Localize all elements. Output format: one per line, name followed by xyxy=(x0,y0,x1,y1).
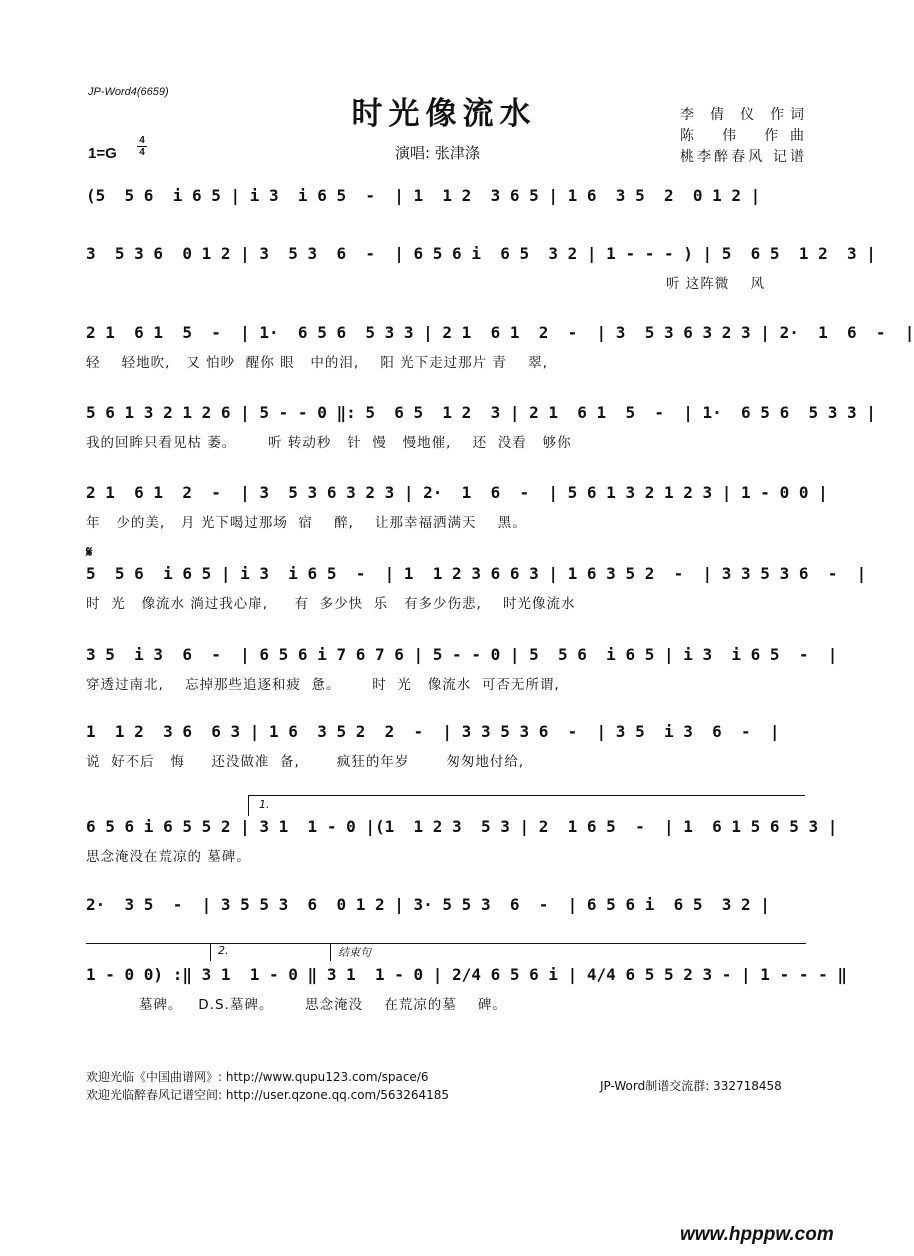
lyrics-line: 思念淹没在荒凉的 墓碑。 xyxy=(86,849,251,865)
footer-link-qzone[interactable]: 欢迎光临醉春风记谱空间: http://user.qzone.qq.com/563264185 xyxy=(86,1088,450,1102)
first-ending-bracket xyxy=(248,795,805,816)
ending-line xyxy=(86,943,806,944)
notes-line: 1 1 2 3 6 6 3 | 1 6 3 5 2 2 - | 3 3 5 3 6 - | 3 5 i 3 6 - | xyxy=(86,722,780,741)
coda-ending-tick xyxy=(330,943,331,961)
key-signature xyxy=(88,135,145,162)
lyrics-line: 说 好不后 悔 还没做准 备, 疯狂的年岁 匆匆地付给, xyxy=(86,754,525,770)
notes-line: (5 5 6 i 6 5 | i 3 i 6 5 - | 1 1 2 3 6 5 | 1 6 3 5 2 0 1 2 | xyxy=(86,186,761,205)
credits-block xyxy=(680,105,804,168)
singer-credit: 演唱: 张津涤 xyxy=(395,144,480,162)
first-ending-label: 1. xyxy=(259,798,270,811)
footer-links xyxy=(86,1068,449,1104)
notes-line: 5 6 1 3 2 1 2 6 | 5 - - 0 ‖: 5 6 5 1 2 3 | 2 1 6 1 5 - | 1· 6 5 6 5 3 3 | xyxy=(86,403,876,422)
watermark: www.hpppw.com xyxy=(680,1224,834,1245)
composer-credit: 陈 伟 作曲 xyxy=(680,128,804,144)
lyrics-line: 轻 轻地吹, 又 怕吵 醒你 眼 中的泪, 阳 光下走过那片 青 翠, xyxy=(86,355,548,371)
song-title: 时光像流水 xyxy=(351,96,537,132)
software-label: JP-Word4(6659) xyxy=(88,86,169,98)
segno-sign: 𝄋 xyxy=(86,543,93,561)
time-signature-top: 4 xyxy=(137,135,147,147)
key-label: 1=G xyxy=(88,145,117,162)
time-signature-bottom: 4 xyxy=(139,147,145,158)
notes-line: 2· 3 5 - | 3 5 5 3 6 0 1 2 | 3· 5 5 3 6 - | 6 5 6 i 6 5 3 2 | xyxy=(86,895,770,914)
lyrics-line: 年 少的美, 月 光下喝过那场 宿 醉, 让那幸福洒满天 黑。 xyxy=(86,515,527,531)
notes-line: 1 - 0 0) :‖ 3 1 1 - 0 ‖ 3 1 1 - 0 | 2/4 6 5 6 i | 4/4 6 5 5 2 3 - | 1 - - - ‖ xyxy=(86,965,847,984)
notes-line: 3 5 3 6 0 1 2 | 3 5 3 6 - | 6 5 6 i 6 5 3 2 | 1 - - - ) | 5 6 5 1 2 3 | xyxy=(86,244,876,263)
coda-ending-label: 结束句 xyxy=(338,946,371,959)
notes-line: 6 5 6 i 6 5 5 2 | 3 1 1 - 0 |(1 1 2 3 5 3 | 2 1 6 5 - | 1 6 1 5 6 5 3 | xyxy=(86,817,838,836)
lyrics-line: 我的回眸只看见枯 萎。 听 转动秒 针 慢 慢地催, 还 没看 够你 xyxy=(86,435,572,451)
notes-line: 2 1 6 1 2 - | 3 5 3 6 3 2 3 | 2· 1 6 - | 5 6 1 3 2 1 2 3 | 1 - 0 0 | xyxy=(86,483,828,502)
lyrics-line: 穿透过南北, 忘掉那些追逐和疲 惫。 时 光 像流水 可否无所谓, xyxy=(86,677,560,693)
notes-line: 3 5 i 3 6 - | 6 5 6 i 7 6 7 6 | 5 - - 0 | 5 5 6 i 6 5 | i 3 i 6 5 - | xyxy=(86,645,838,664)
lyrics-line: 听 这阵微 风 xyxy=(666,276,765,292)
time-signature xyxy=(137,135,147,158)
second-ending-bracket xyxy=(86,943,806,963)
group-info: JP-Word制谱交流群: 332718458 xyxy=(600,1079,782,1093)
second-ending-tick xyxy=(210,943,211,961)
notes-line: 2 1 6 1 5 - | 1· 6 5 6 5 3 3 | 2 1 6 1 2 - | 3 5 3 6 3 2 3 | 2· 1 6 - | xyxy=(86,323,914,342)
notes-line: 5 5 6 i 6 5 | i 3 i 6 5 - | 1 1 2 3 6 6 3 | 1 6 3 5 2 - | 3 3 5 3 6 - | xyxy=(86,564,867,583)
transcriber-credit: 桃李醉春风 记谱 xyxy=(680,149,804,165)
lyrics-line: 墓碑。 D.S.墓碑。 思念淹没 在荒凉的墓 碑。 xyxy=(86,997,507,1013)
second-ending-label: 2. xyxy=(218,944,229,957)
lyrics-line: 时 光 像流水 淌过我心扉, 有 多少快 乐 有多少伤悲, 时光像流水 xyxy=(86,596,576,612)
lyricist-credit: 李 倩 仪 作词 xyxy=(680,107,804,123)
footer-link-qupu[interactable]: 欢迎光临《中国曲谱网》: http://www.qupu123.com/space/6 xyxy=(86,1070,429,1084)
